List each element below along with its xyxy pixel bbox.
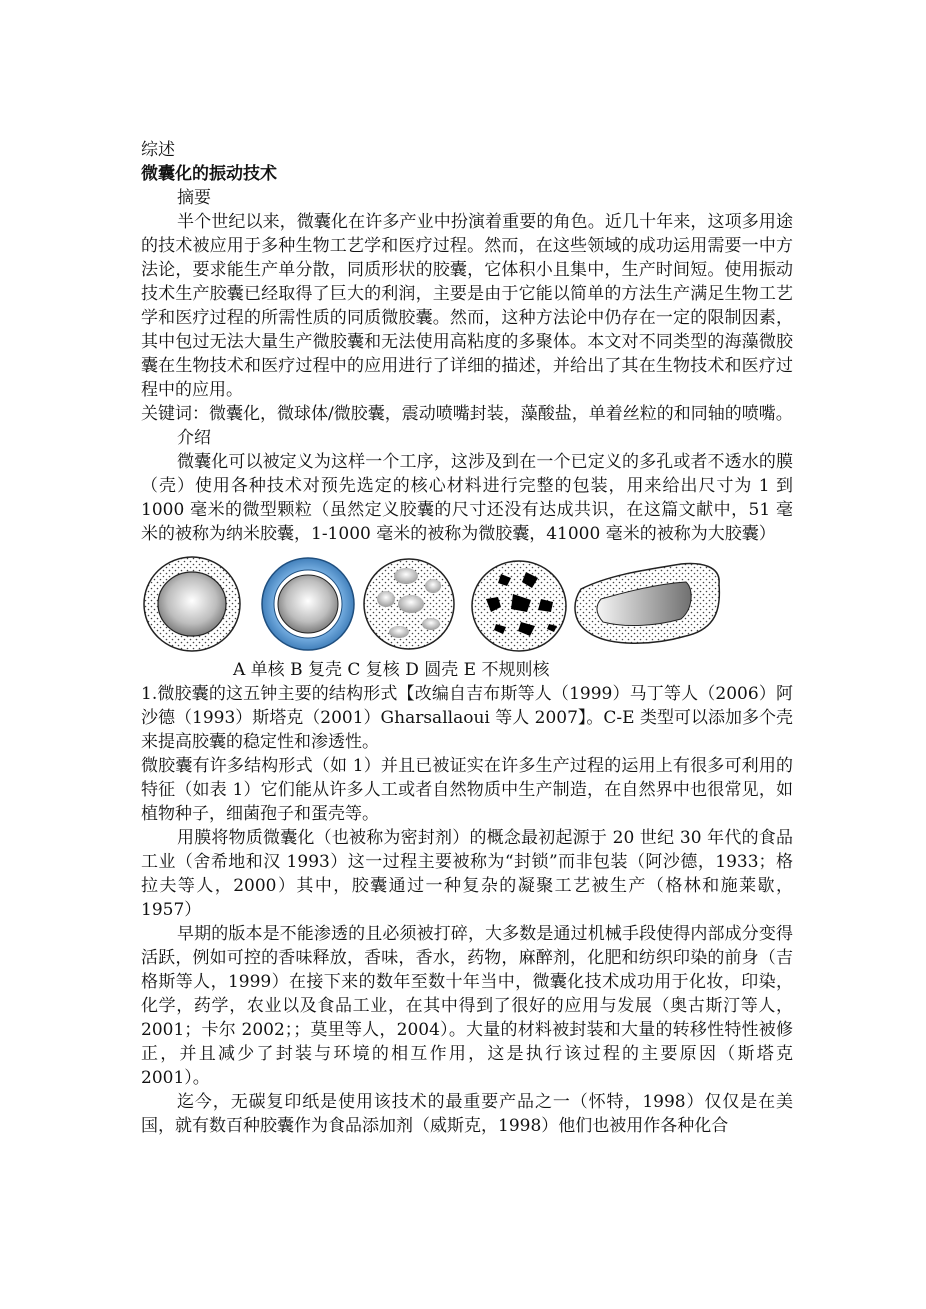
body-paragraph-5: 迄今，无碳复印纸是使用该技术的最重要产品之一（怀特，1998）仅仅是在美国，就有数百种胶囊作为食品添加剂（威斯克，1998）他们也被用作各种化合 [141,1092,793,1136]
capsule-c-multi-core [364,559,454,649]
body-paragraph-3: 用膜将物质微囊化（也被称为密封剂）的概念最初起源于 20 世纪 30 年代的食品工业（舍希地和汉 1993）这一过程主要被称为“封锁”而非包装（阿沙德，1933；格拉夫等人，2000）其中，胶囊通过一种复杂的凝聚工艺被生产（格林和施莱歇，1957） [141,828,793,920]
body-paragraph-2: 微胶囊有许多结构形式（如 1）并且已被证实在许多生产过程的运用上有很多可利用的特征（如表 1）它们能从许多人工或者自然物质中生产制造，在自然界中也很常见，如植物种子，细菌孢子和蛋壳等。 [141,756,793,824]
capsule-b-multi-shell [262,558,354,650]
figure-legend: 1.微胶囊的这五钟主要的结构形式【改编自吉布斯等人（1999）马丁等人（2006）阿沙德（1993）斯塔克（2001）Gharsallaoui 等人 2007】。C-E 类型可以添加多个壳来提高胶囊的稳定性和渗透性。 [141,684,793,752]
intro-heading: 介绍 [177,428,211,448]
capsule-a-single-core [144,557,240,651]
microcapsule-diagram [141,554,741,654]
abstract-text: 半个世纪以来，微囊化在许多产业中扮演着重要的角色。近几十年来，这项多用途的技术被应用于多种生物工艺学和医疗过程。然而，在这些领域的成功运用需要一中方法论，要求能生产单分散，同质形状的胶囊，它体积小且集中，生产时间短。使用振动技术生产胶囊已经取得了巨大的利润，主要是由于它能以简单的方法生产满足生物工艺学和医疗过程的所需性质的同质微胶囊。然而，这种方法论中仍存在一定的限制因素，其中包过无法大量生产微胶囊和无法使用高粘度的多聚体。本文对不同类型的海藻微胶囊在生物技术和医疗过程中的应用进行了详细的描述，并给出了其在生物技术和医疗过程中的应用。 [141,212,793,400]
page-title: 微囊化的振动技术 [141,164,277,184]
capsule-d-matrix [472,561,566,651]
figure-caption: A 单核 B 复壳 C 复核 D 圆壳 E 不规则核 [233,660,550,680]
abstract-heading: 摘要 [177,188,211,208]
capsule-e-irregular-core [575,564,719,644]
document-page [141,138,793,1138]
section-label: 综述 [141,140,175,160]
microcapsule-figure [141,554,793,654]
body-paragraph-4: 早期的版本是不能渗透的且必须被打碎，大多数是通过机械手段使得内部成分变得活跃，例如可控的香味释放，香味，香水，药物，麻醉剂，化肥和纺织印染的前身（吉格斯等人，1999）在接下来的数年至数十年当中，微囊化技术成功用于化妆，印染，化学，药学，农业以及食品工业，在其中得到了很好的应用与发展（奥古斯汀等人，2001；卡尔 2002；；莫里等人，2004）。大量的材料被封装和大量的转移性特性被修正，并且减少了封装与环境的相互作用，这是执行该过程的主要原因（斯塔克 2001）。 [141,924,793,1088]
keywords: 关键词：微囊化，微球体/微胶囊，震动喷嘴封装，藻酸盐，单着丝粒的和同轴的喷嘴。 [141,404,793,424]
intro-paragraph-1: 微囊化可以被定义为这样一个工序，这涉及到在一个已定义的多孔或者不透水的膜（壳）使用各种技术对预先选定的核心材料进行完整的包装，用来给出尺寸为 1 到 1000 毫米的微型颗粒（虽然定义胶囊的尺寸还没有达成共识，在这篇文献中，51 毫米的被称为纳米胶囊，1-1000 毫米的被称为微胶囊，41000 毫米的被称为大胶囊） [141,452,793,544]
